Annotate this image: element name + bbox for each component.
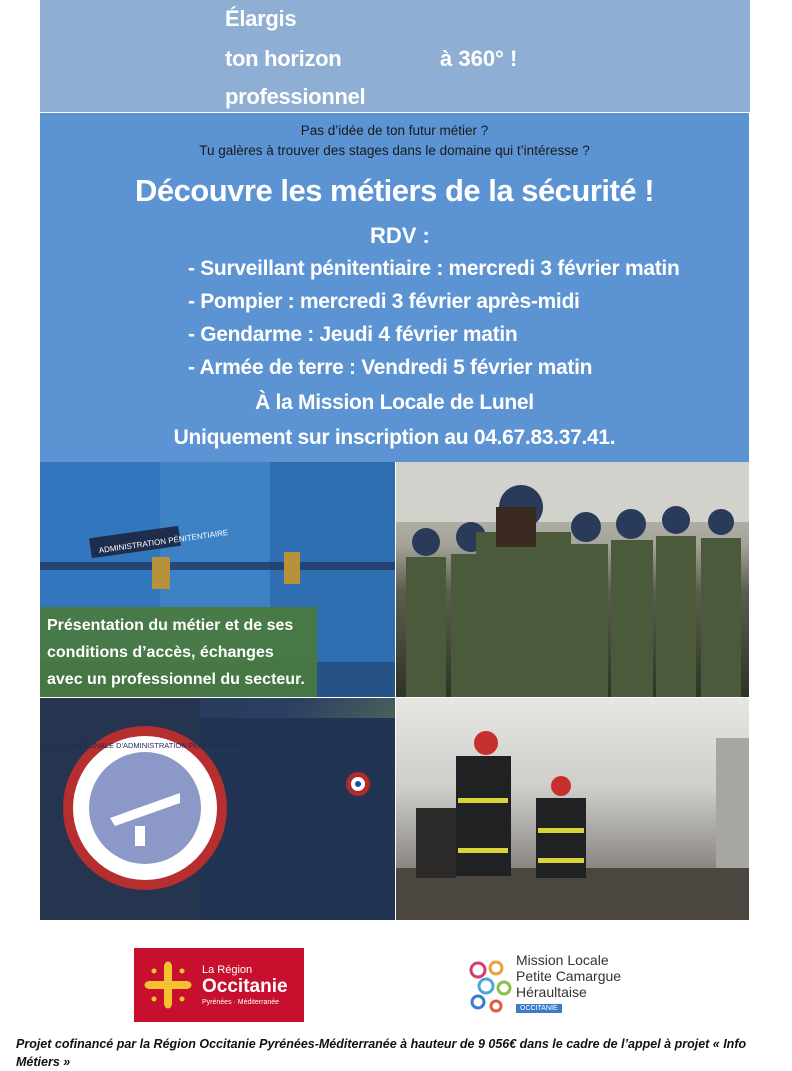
question-2: Tu galères à trouver des stages dans le domaine qui t’intéresse ? <box>199 143 590 158</box>
mission-locale-logo <box>466 950 636 1022</box>
presentation-line-3: avec un professionnel du secteur. <box>47 671 305 688</box>
photo-patch <box>40 698 395 920</box>
mission-line-2: Petite Camargue <box>516 968 622 984</box>
footer-text: Projet cofinancé par la Région Occitanie Pyrénées-Méditerranée à hauteur de 9 056€ dans le cadre de l’appel à projet « Info Métiers » <box>16 1037 747 1069</box>
patch-illustration <box>40 698 395 920</box>
mission-tag: OCCITANIE <box>516 1004 562 1013</box>
occitanie-line-2: Occitanie <box>202 976 288 997</box>
occitanie-cross-icon <box>144 961 192 1009</box>
top-banner <box>40 0 750 112</box>
photo-pompiers <box>396 698 749 920</box>
presentation-line-1: Présentation du métier et de ses <box>47 617 294 634</box>
photo-armee <box>396 462 749 697</box>
occitanie-line-3: Pyrénées · Méditerranée <box>202 999 280 1006</box>
registration-line: Uniquement sur inscription au 04.67.83.37.41. <box>173 426 616 449</box>
badge-text: ADMINISTRATION PÉNITENTIAIRE <box>98 527 229 556</box>
appointment-item: - Gendarme : Jeudi 4 février matin <box>188 323 518 346</box>
title-360: à 360° ! <box>440 46 518 71</box>
occitanie-logo <box>134 948 304 1022</box>
title-line-1: Élargis <box>225 6 297 31</box>
info-panel <box>40 113 749 462</box>
mission-line-3: Héraultaise <box>516 984 587 1000</box>
firefighters-illustration <box>396 698 749 920</box>
title-line-3: professionnel <box>225 84 366 109</box>
mission-line-1: Mission Locale <box>516 952 609 968</box>
patch-text: ÉCOLE NATIONALE D'ADMINISTRATION PÉNITENTIAIRE <box>44 741 246 750</box>
rdv-label: RDV : <box>370 223 430 248</box>
question-1: Pas d’idée de ton futur métier ? <box>300 123 489 138</box>
presentation-line-2: conditions d’accès, échanges <box>47 644 274 661</box>
appointment-item: - Surveillant pénitentiaire : mercredi 3 février matin <box>188 257 680 280</box>
location-line: À la Mission Locale de Lunel <box>255 391 534 414</box>
occitanie-line-1: La Région <box>202 964 253 976</box>
appointment-item: - Armée de terre : Vendredi 5 février matin <box>188 356 593 379</box>
headline: Découvre les métiers de la sécurité ! <box>134 173 655 208</box>
presentation-box <box>40 607 317 697</box>
soldiers-illustration <box>396 462 749 697</box>
title-line-2: ton horizon <box>225 46 342 71</box>
appointment-item: - Pompier : mercredi 3 février après-midi <box>188 290 580 313</box>
mission-locale-circles-icon <box>466 956 518 1016</box>
